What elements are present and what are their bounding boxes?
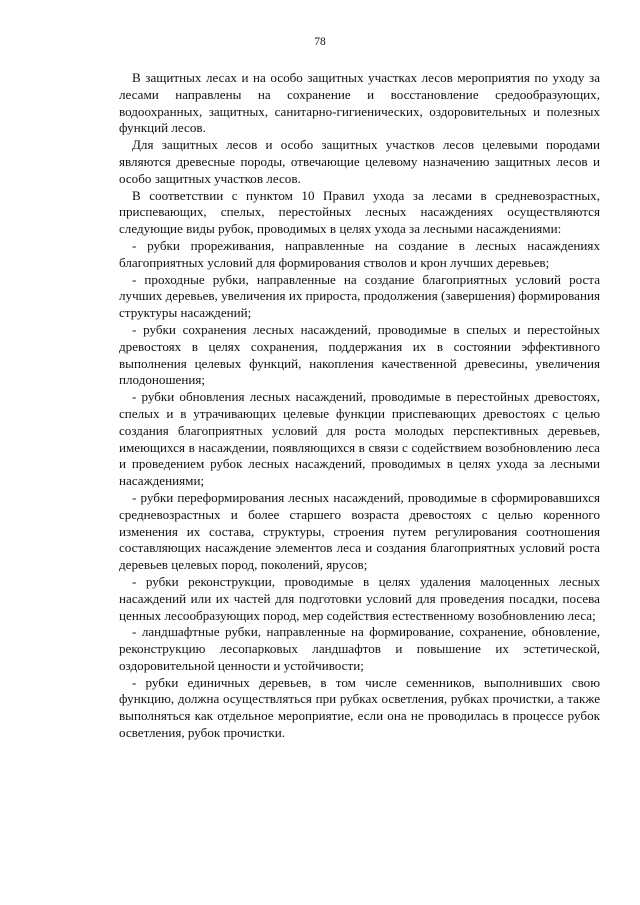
list-item: - рубки обновления лесных насаждений, проводимые в перестойных древостоях, спелых и в утрачивающих целевые функции приспевающих древостоях с целью создания благоприятных условий для роста молодых перспективных деревьев, имеющихся в насаждении, появляющихся в связи с содействием возобновлению леса и проведением рубок лесных насаждений, проводимых в целях ухода за лесными насаждениями;	[119, 389, 600, 489]
list-item: - проходные рубки, направленные на создание благоприятных условий роста лучших деревьев, увеличения их прироста, продолжения (завершения) формирования структуры насаждений;	[119, 271, 600, 321]
list-item: - ландшафтные рубки, направленные на формирование, сохранение, обновление, реконструкцию лесопарковых ландшафтов и повышение их эстетической, оздоровительной ценности и устойчивости;	[119, 624, 600, 673]
document-body	[119, 70, 600, 742]
paragraph: Для защитных лесов и особо защитных участков лесов целевыми породами являются древесные породы, отвечающие целевому назначению защитных лесов и особо защитных участков лесов.	[119, 137, 600, 186]
paragraph: В соответствии с пунктом 10 Правил ухода за лесами в средневозрастных, приспевающих, спелых, перестойных лесных насаждениях осуществляются следующие виды рубок, проводимых в целях ухода за лесными насаждениями:	[119, 187, 600, 237]
list-item: - рубки реконструкции, проводимые в целях удаления малоценных лесных насаждений или их частей для подготовки условий для проведения посадки, посева ценных лесообразующих пород, мер содействия естественному возобновлению леса;	[119, 573, 600, 623]
list-item: - рубки сохранения лесных насаждений, проводимые в спелых и перестойных древостоях в целях сохранения, поддержания их в состоянии эффективного выполнения целевых функций, накопления качественной древесины, увеличения плодоношения;	[119, 321, 600, 388]
paragraph: В защитных лесах и на особо защитных участках лесов мероприятия по уходу за лесами направлены на сохранение и восстановление средообразующих, водоохранных, защитных, санитарно-гигиенических, оздоровительных и полезных функций лесов.	[119, 70, 600, 136]
page-number: 78	[314, 36, 326, 48]
list-item: - рубки единичных деревьев, в том числе семенников, выполнивших свою функцию, должна осуществляться при рубках осветления, рубках прочистки, а также выполняться как отдельное мероприятие, если она не проводилась в процессе рубок осветления, рубок прочистки.	[119, 674, 600, 741]
list-item: - рубки прореживания, направленные на создание в лесных насаждениях благоприятных условий для формирования стволов и крон лучших деревьев;	[119, 237, 600, 270]
list-item: - рубки переформирования лесных насаждений, проводимые в сформировавшихся средневозрастных и более старшего возраста древостоях с целью коренного изменения их состава, структуры, строения путем регулирования соотношения составляющих насаждение элементов леса и создания благоприятных условий роста деревьев целевых пород, поколений, ярусов;	[119, 489, 600, 573]
